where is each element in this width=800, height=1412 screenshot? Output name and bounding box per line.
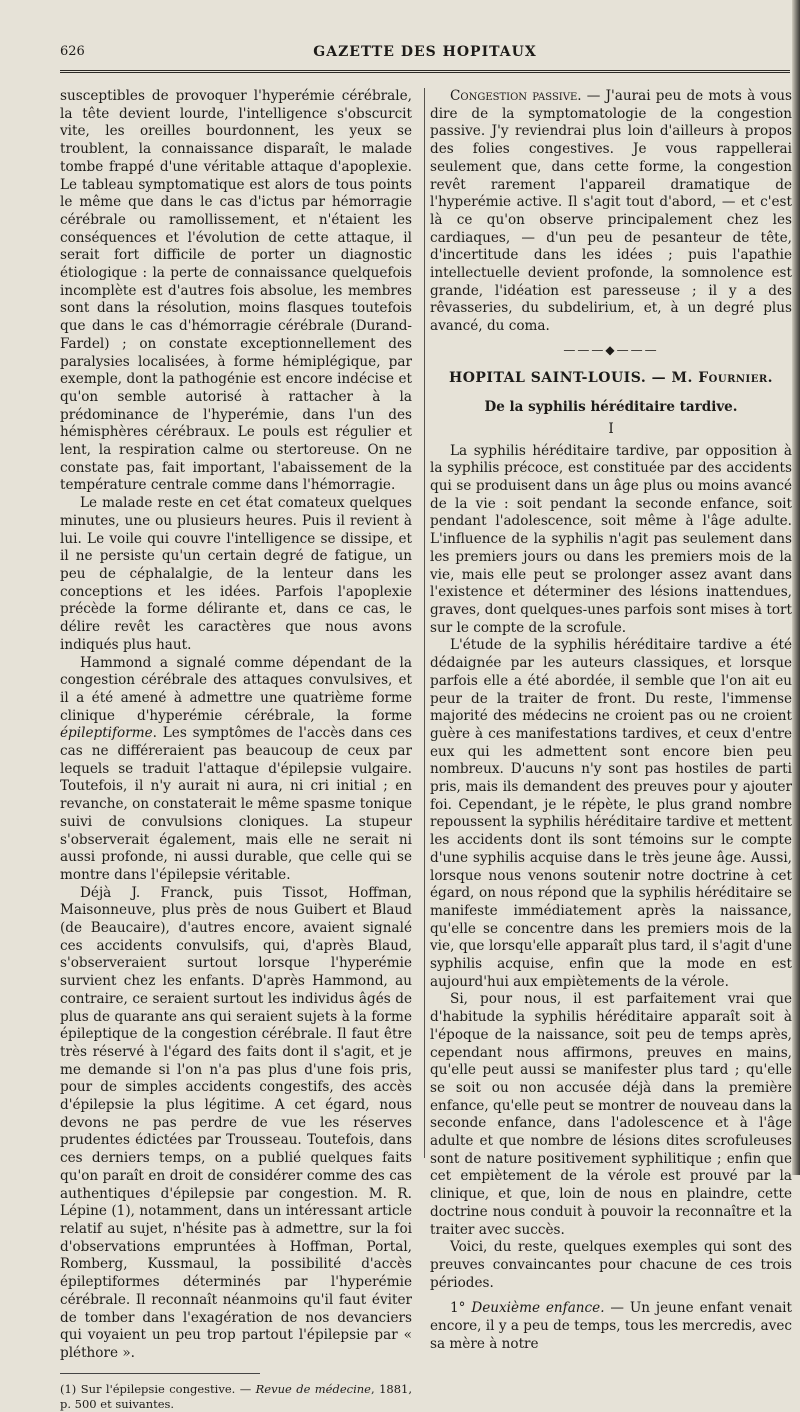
ornament-divider: ———◆——— xyxy=(563,342,659,357)
left-paragraph-2: Le malade reste en cet état comateux quelques minutes, une ou plusieurs heures. Puis il revient à lui. Le voile qui couvre l'intelligence se dissipe, et il ne persiste qu'un certain degré de fatigue, un peu de céphalalgie, de la lenteur dans les conceptions et les idées. Parfois l'apoplexie précède la forme délirante et, dans ce cas, le délire revêt les caractères que nous avons indiqués plus haut. xyxy=(60,495,412,653)
emphasis-epileptiforme: épileptiforme xyxy=(60,725,153,742)
heading-text: HOPITAL SAINT-LOUIS. — M. xyxy=(448,369,699,386)
footnote-rule xyxy=(60,1373,260,1374)
text-run: — Un jeune enfant venait encore, il y a peu de temps, tous les mercredis, avec sa mère à notre xyxy=(430,1300,792,1352)
header-rule xyxy=(60,70,790,73)
text-run: . Les symptômes de l'accès dans ces cas ne différeraient pas beaucoup de ceux par lequels se traduit l'attaque d'épilepsie vulgaire. Toutefois, il n'y aurait ni aura, ni cri initial ; en revanche, on constaterait le même spasme tonique suivi de convulsions cloniques. La stupeur s'observerait également, mais elle ne serait ni aussi profonde, ni aussi durable, que celle qui se montre dans l'épilepsie véritable. xyxy=(60,725,412,883)
footnote-journal: Revue de médecine xyxy=(255,1381,371,1396)
run-in-heading: Congestion passive. xyxy=(450,88,582,104)
page-header xyxy=(60,44,790,66)
heading-text: . xyxy=(767,369,774,386)
footnote xyxy=(60,1382,412,1412)
left-paragraph-3 xyxy=(60,655,412,885)
heading-author: Fournier xyxy=(698,369,768,386)
section-title: De la syphilis héréditaire tardive. xyxy=(484,399,738,416)
footnote-text: (1) Sur l'épilepsie congestive. — xyxy=(60,1381,256,1396)
footnote-text: , 1881, p. 500 et suivantes. xyxy=(60,1381,412,1411)
text-run: Hammond a signalé comme dépendant de la congestion cérébrale des attaques convulsives, et il a été amené à admettre une quatrième forme clinique d'hyperémie cérébrale, la forme xyxy=(60,654,412,724)
page-number: 626 xyxy=(60,44,85,59)
column-divider xyxy=(424,88,425,1158)
right-paragraph-1 xyxy=(430,88,792,336)
section-numeral: I xyxy=(608,420,614,437)
page-edge-shadow xyxy=(792,0,800,1175)
left-column xyxy=(60,88,412,1412)
item-number: 1° xyxy=(450,1300,472,1317)
right-paragraph-3: L'étude de la syphilis héréditaire tardive a été dédaignée par les auteurs classiques, et lorsque parfois elle a été abordée, il semble que l'on ait eu peur de la traiter de front. Du reste, l'immense majorité des médecins ne croient pas ou ne croient guère à ces manifestations tardives, et ceux d'entre eux qui les admettent sont encore bien peu nombreux. D'aucuns n'y sont pas hostiles de parti pris, mais ils demandent des preuves pour y ajouter foi. Cependant, je le répète, le plus grand nombre repoussent la syphilis héréditaire tardive et mettent les accidents dont ils sont témoins sur le compte d'une syphilis acquise dans le très jeune âge. Aussi, lorsque nous venons soutenir notre doctrine à cet égard, on nous répond que la syphilis héréditaire se manifeste immédiatement après la naissance, qu'elle se concentre dans les premiers mois de la vie, que lorsqu'elle apparaît plus tard, il s'agit d'une syphilis acquise, enfin que la mode en est aujourd'hui aux empiètements de la vérole. xyxy=(430,637,792,990)
left-paragraph-1: susceptibles de provoquer l'hyperémie cérébrale, la tête devient lourde, l'intelligence s'obscurcit vite, les oreilles bourdonnent, les yeux se troublent, la connaissance disparaît, le malade tombe frappé d'une véritable attaque d'apoplexie. Le tableau symptomatique est alors de tous points le même que dans le cas d'ictus par hémorragie cérébrale ou ramollissement, et n'étaient les conséquences et l'évolution de cette attaque, il serait fort difficile de porter un diagnostic étiologique : la perte de connaissance quelquefois incomplète est d'autres fois absolue, les membres sont dans la résolution, moins flasques toutefois que dans le cas d'hémorragie cérébrale (Durand-Fardel) ; on constate exceptionnellement des paralysies localisées, à forme hémiplégique, par exemple, dont la pathogénie est encore indécise et qu'on semble autorisé à rattacher à la prédominance de l'hyperémie, dans l'un des hémisphères cérébraux. Le pouls est régulier et lent, la respiration calme ou stertoreuse. On ne constate pas, fait important, l'abaissement de la température centrale comme dans l'hémorragie. xyxy=(60,88,412,494)
item-heading: Deuxième enfance. xyxy=(471,1300,605,1317)
right-paragraph-6 xyxy=(430,1300,792,1353)
right-column xyxy=(430,88,792,1354)
right-paragraph-5: Voici, du reste, quelques exemples qui sont des preuves convaincantes pour chacune de ces trois périodes. xyxy=(430,1239,792,1291)
journal-title: GAZETTE DES HOPITAUX xyxy=(313,44,537,60)
hospital-heading xyxy=(430,370,792,388)
left-paragraph-4: Déjà J. Franck, puis Tissot, Hoffman, Maisonneuve, plus près de nous Guibert et Blaud (de Beaucaire), d'autres encore, avaient signalé ces accidents convulsifs, qui, d'après Blaud, s'observeraient surtout lorsque l'hyperémie survient chez les enfants. D'après Hammond, au contraire, ce seraient surtout les individus âgés de plus de quarante ans qui seraient sujets à la forme épileptique de la congestion cérébrale. Il faut être très réservé à l'égard des faits dont il s'agit, et je me demande si l'on n'a pas plus d'une fois pris, pour de simples accidents congestifs, des accès d'épilepsie la plus légitime. A cet égard, nous devons ne pas perdre de vue les réserves prudentes édictées par Trousseau. Toutefois, dans ces derniers temps, on a publié quelques faits qu'on paraît en droit de considérer comme des cas authentiques d'épilepsie par congestion. M. R. Lépine (1), notamment, dans un intéressant article relatif au sujet, n'hésite pas à admettre, sur la foi d'observations empruntées à Hoffman, Portal, Romberg, Kussmaul, la possibilité d'accès épileptiformes déterminés par l'hyperémie cérébrale. Il reconnaît néanmoins qu'il faut éviter de tomber dans l'exagération de nos devanciers qui voyaient un peu trop partout l'épilepsie par « pléthore ». xyxy=(60,884,412,1361)
right-paragraph-4: Si, pour nous, il est parfaitement vrai que d'habitude la syphilis héréditaire apparaît soit à l'époque de la naissance, soit peu de temps après, cependant nous affirmons, preuves en mains, qu'elle peut aussi se manifester plus tard ; qu'elle se soit ou non accusée déjà dans la première enfance, qu'elle peut se montrer de nouveau dans la seconde enfance, dans l'adolescence et à l'âge adulte et que nombre de lésions dites scrofuleuses sont de nature positivement syphilitique ; enfin que cet empiètement de la vérole est prouvé par la clinique, et que, loin de nous en plaindre, cette doctrine nous conduit à pouvoir la reconnaître et la traiter avec succès. xyxy=(430,991,792,1238)
text-run: — J'aurai peu de mots à vous dire de la symptomatologie de la congestion passive. J'y reviendrai plus loin d'ailleurs à propos des folies congestives. Je vous rappellerai seulement que, dans cette forme, la congestion revêt rarement l'appareil dramatique de l'hyperémie active. Il s'agit tout d'abord, — et c'est là ce qu'on observe principalement chez les cardiaques, — d'un peu de pesanteur de tête, d'incertitude dans les idées ; puis l'apathie intellectuelle devient profonde, la somnolence est grande, l'idéation est paresseuse ; il y a des rêvasseries, du subdelirium, et, à un degré plus avancé, du coma. xyxy=(430,88,792,335)
right-paragraph-2: La syphilis héréditaire tardive, par opposition à la syphilis précoce, est constituée par des accidents qui se produisent dans un âge plus ou moins avancé de la vie : soit pendant la seconde enfance, soit pendant l'adolescence, soit même à l'âge adulte. L'influence de la syphilis n'agit pas seulement dans les premiers jours ou dans les premiers mois de la vie, mais elle peut se prolonger assez avant dans l'existence et déterminer des lésions inattendues, graves, dont quelques-unes parfois sont mises à tort sur le compte de la scrofule. xyxy=(430,442,792,636)
